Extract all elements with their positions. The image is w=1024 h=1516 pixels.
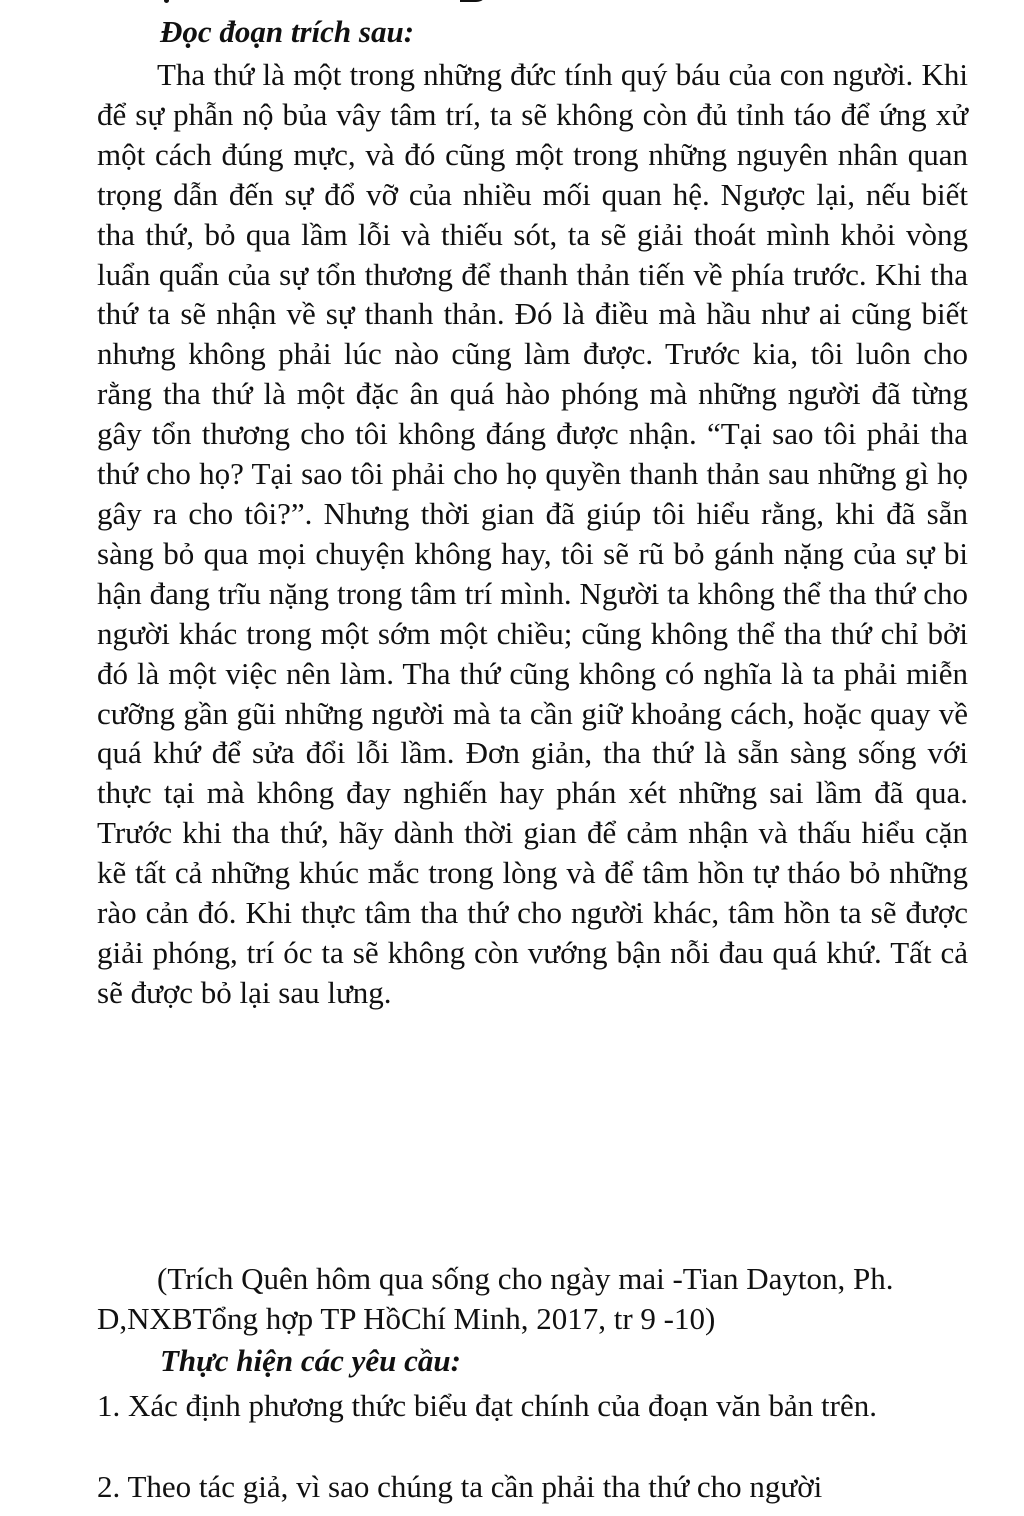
source-citation: (Trích Quên hôm qua sống cho ngày mai -Tian Dayton, Ph. D,NXBTổng hợp TP HồChí Minh, 2017, tr 9 -10) (97, 1261, 894, 1336)
excerpt-passage: Tha thứ là một trong những đức tính quý báu của con người. Khi để sự phẫn nộ bủa vây tâm trí, ta sẽ không còn đủ tỉnh táo để ứng xử một cách đúng mực, và đó cũng một trong những nguyên nhân quan trọng dẫn đến sự đổ vỡ của nhiều mối quan hệ. Ngược lại, nếu biết tha thứ, bỏ qua lầm lỗi và thiếu sót, ta sẽ giải thoát mình khỏi vòng luẩn quẩn của sự tổn thương để thanh thản tiến về phía trước. Khi tha thứ ta sẽ nhận về sự thanh thản. Đó là điều mà hầu như ai cũng biết nhưng không phải lúc nào cũng làm được. Trước kia, tôi luôn cho rằng tha thứ là một đặc ân quá hào phóng mà những người đã từng gây tổn thương cho tôi không đáng được nhận. “Tại sao tôi phải tha thứ cho họ? Tại sao tôi phải cho họ quyền thanh thản sau những gì họ gây ra cho tôi?”. Nhưng thời gian đã giúp tôi hiểu rằng, khi đã sẵn sàng bỏ qua mọi chuyện không hay, tôi sẽ rũ bỏ gánh nặng của sự bi hận đang trĩu nặng trong tâm trí mình. Người ta không thể tha thứ cho người khác trong một sớm một chiều; cũng không thể tha thứ chỉ bởi đó là một việc nên làm. Tha thứ cũng không có nghĩa là ta phải miễn cưỡng gần gũi những người mà ta cần giữ khoảng cách, hoặc quay về quá khứ để sửa đổi lỗi lầm. Đơn giản, tha thứ là sẵn sàng sống với thực tại mà không đay nghiến hay phán xét những sai lầm đã qua. Trước khi tha thứ, hãy dành thời gian để cảm nhận và thấu hiểu cặn kẽ tất cả những khúc mắc trong lòng và để tâm hồn tự tháo bỏ những rào cản đó. Khi thực tâm tha thứ cho người khác, tâm hồn ta sẽ được giải phóng, trí óc ta sẽ không còn vướng bận nỗi đau quá khứ. Tất cả sẽ được bỏ lại sau lưng. (97, 57, 968, 1010)
cropped-bracket (460, 0, 488, 2)
reading-instruction-heading: Đọc đoạn trích sau: (160, 14, 415, 49)
requirements-heading: Thực hiện các yêu cầu: (160, 1343, 461, 1378)
cropped-previous-line (160, 0, 500, 6)
question-item: 1. Xác định phương thức biểu đạt chính của đoạn văn bản trên. (97, 1388, 877, 1423)
question-item: 2. Theo tác giả, vì sao chúng ta cần phải tha thứ cho người (97, 1469, 823, 1504)
cropped-mark (164, 0, 169, 3)
